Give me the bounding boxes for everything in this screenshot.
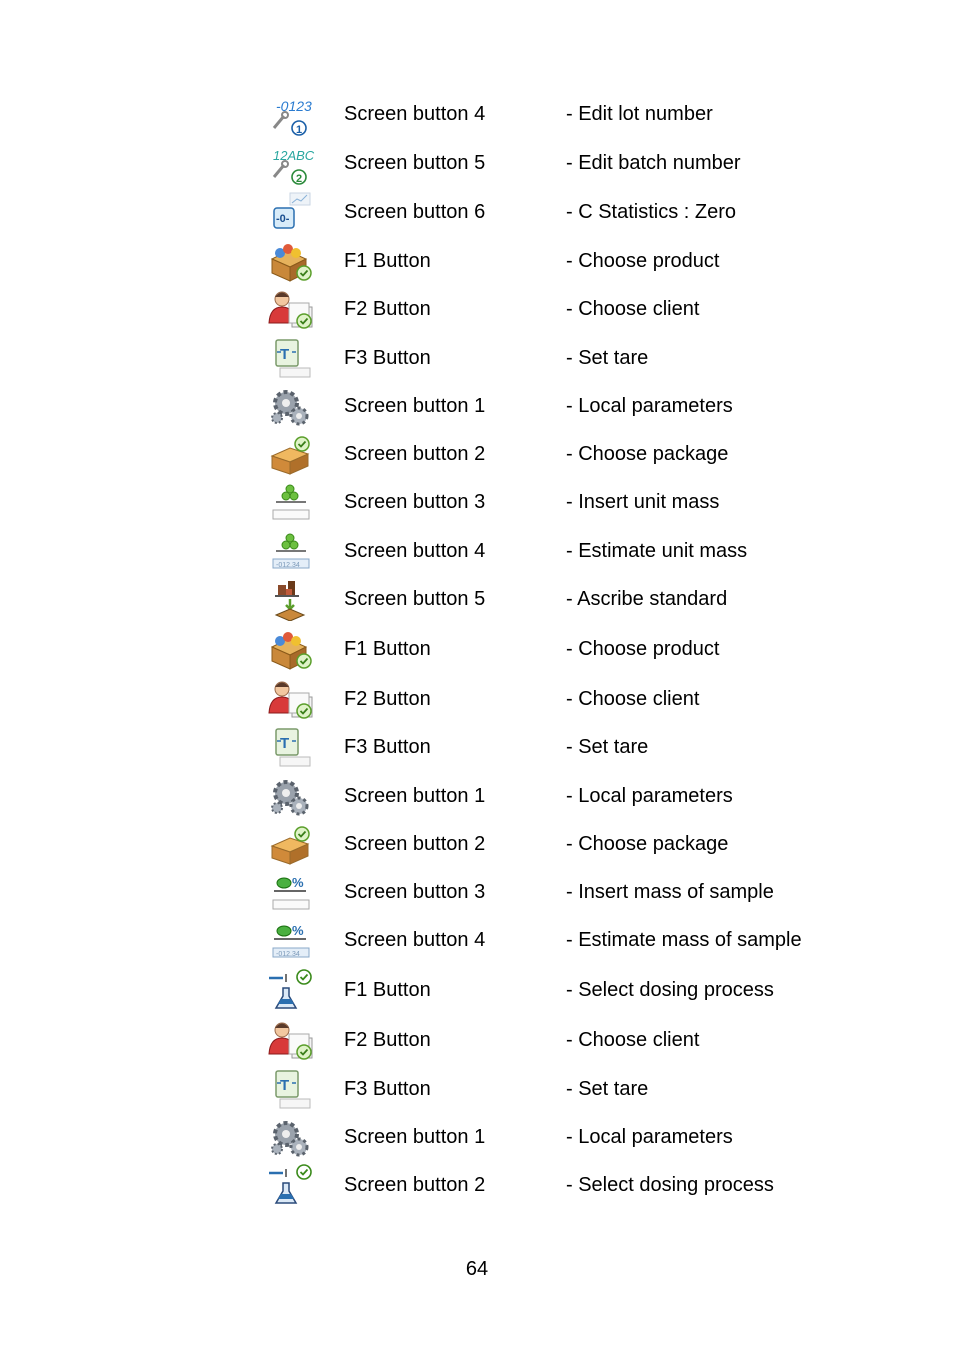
legend-row — [266, 918, 826, 962]
choose-product-icon — [266, 239, 316, 283]
choose-client-icon — [266, 1018, 316, 1062]
svg-text:%: % — [292, 923, 304, 938]
statistics-zero-icon — [266, 190, 316, 234]
svg-text:12ABC: 12ABC — [273, 148, 315, 163]
row-icon — [266, 870, 316, 914]
button-description: - Edit lot number — [566, 103, 713, 125]
button-name: Screen button 5 — [344, 588, 486, 610]
button-name: Screen button 1 — [344, 785, 486, 807]
button-description: - Estimate unit mass — [566, 540, 748, 562]
legend-row — [266, 239, 826, 283]
button-name: F3 Button — [344, 347, 431, 369]
local-parameters-icon — [266, 1115, 316, 1159]
legend-row — [266, 480, 826, 524]
button-name: F1 Button — [344, 979, 431, 1001]
button-name: F3 Button — [344, 1078, 431, 1100]
select-dosing-process-icon — [266, 968, 316, 1012]
button-name: Screen button 3 — [344, 881, 486, 903]
svg-text:-012.34: -012.34 — [276, 951, 300, 958]
legend-row — [266, 1163, 826, 1207]
button-description: - Local parameters — [566, 395, 733, 417]
button-name: Screen button 6 — [344, 201, 486, 223]
button-description: - Set tare — [566, 736, 649, 758]
legend-row — [266, 529, 826, 573]
svg-text:T: T — [280, 735, 290, 752]
button-description: - Set tare — [566, 347, 649, 369]
ascribe-standard-icon — [266, 577, 316, 621]
legend-row — [266, 141, 826, 185]
row-icon — [266, 822, 316, 866]
choose-package-icon — [266, 432, 316, 476]
button-description: - Select dosing process — [566, 979, 774, 1001]
set-tare-icon — [266, 725, 316, 769]
legend-row — [266, 92, 826, 136]
button-name: F1 Button — [344, 638, 431, 660]
row-icon — [266, 968, 316, 1012]
svg-text:T: T — [280, 1077, 290, 1094]
row-icon — [266, 384, 316, 428]
legend-row — [266, 677, 826, 721]
row-icon — [266, 92, 316, 136]
insert-unit-mass-icon — [266, 480, 316, 524]
button-name: F1 Button — [344, 250, 431, 272]
button-description: - Set tare — [566, 1078, 649, 1100]
edit-batch-number-icon — [266, 141, 316, 185]
estimate-unit-mass-icon — [266, 529, 316, 573]
row-icon — [266, 480, 316, 524]
button-name: Screen button 4 — [344, 103, 486, 125]
estimate-mass-of-sample-icon — [266, 918, 316, 962]
button-name: Screen button 1 — [344, 1126, 486, 1148]
svg-text:2: 2 — [296, 173, 303, 185]
button-description: - C Statistics : Zero — [566, 201, 737, 223]
page-number: 64 — [465, 1258, 489, 1280]
row-icon — [266, 627, 316, 671]
button-name: F2 Button — [344, 688, 431, 710]
legend-row — [266, 336, 826, 380]
row-icon — [266, 677, 316, 721]
row-icon — [266, 918, 316, 962]
row-icon — [266, 287, 316, 331]
row-icon — [266, 1115, 316, 1159]
svg-text:-0123: -0123 — [276, 98, 312, 114]
legend-row — [266, 577, 826, 621]
choose-product-icon — [266, 627, 316, 671]
row-icon — [266, 1163, 316, 1207]
local-parameters-icon — [266, 774, 316, 818]
button-description: - Choose client — [566, 688, 700, 710]
legend-row — [266, 627, 826, 671]
button-name: Screen button 3 — [344, 491, 486, 513]
button-name: F3 Button — [344, 736, 431, 758]
button-description: - Choose package — [566, 833, 729, 855]
row-icon — [266, 336, 316, 380]
button-description: - Insert unit mass — [566, 491, 720, 513]
button-description: - Select dosing process — [566, 1174, 774, 1196]
row-icon — [266, 141, 316, 185]
button-name: Screen button 1 — [344, 395, 486, 417]
button-name: F2 Button — [344, 1029, 431, 1051]
button-name: Screen button 2 — [344, 833, 486, 855]
legend-row — [266, 1115, 826, 1159]
legend-row — [266, 725, 826, 769]
row-icon — [266, 529, 316, 573]
svg-text:-0-: -0- — [276, 213, 290, 225]
button-name: Screen button 2 — [344, 1174, 486, 1196]
svg-text:1: 1 — [296, 124, 303, 136]
button-description: - Choose package — [566, 443, 729, 465]
choose-client-icon — [266, 287, 316, 331]
legend-row — [266, 968, 826, 1012]
set-tare-icon — [266, 336, 316, 380]
insert-mass-of-sample-icon — [266, 870, 316, 914]
select-dosing-process-icon — [266, 1163, 316, 1207]
button-description: - Local parameters — [566, 1126, 733, 1148]
button-name: F2 Button — [344, 298, 431, 320]
svg-text:%: % — [292, 875, 304, 890]
local-parameters-icon — [266, 384, 316, 428]
legend-row — [266, 287, 826, 331]
svg-text:T: T — [280, 346, 290, 363]
legend-row — [266, 822, 826, 866]
legend-row — [266, 1067, 826, 1111]
button-description: - Choose client — [566, 298, 700, 320]
button-description: - Local parameters — [566, 785, 733, 807]
button-description: - Ascribe standard — [566, 588, 728, 610]
choose-package-icon — [266, 822, 316, 866]
button-name: Screen button 2 — [344, 443, 486, 465]
row-icon — [266, 1067, 316, 1111]
button-name: Screen button 4 — [344, 929, 486, 951]
button-description: - Edit batch number — [566, 152, 741, 174]
svg-text:-012.34: -012.34 — [276, 562, 300, 569]
row-icon — [266, 432, 316, 476]
button-description: - Choose product — [566, 638, 720, 660]
button-description: - Choose client — [566, 1029, 700, 1051]
row-icon — [266, 774, 316, 818]
legend-row — [266, 190, 826, 234]
button-name: Screen button 5 — [344, 152, 486, 174]
row-icon — [266, 190, 316, 234]
legend-row — [266, 1018, 826, 1062]
legend-row — [266, 774, 826, 818]
button-description: - Choose product — [566, 250, 720, 272]
legend-row — [266, 870, 826, 914]
legend-row — [266, 432, 826, 476]
button-description: - Estimate mass of sample — [566, 929, 802, 951]
button-description: - Insert mass of sample — [566, 881, 774, 903]
button-name: Screen button 4 — [344, 540, 486, 562]
set-tare-icon — [266, 1067, 316, 1111]
row-icon — [266, 239, 316, 283]
row-icon — [266, 577, 316, 621]
choose-client-icon — [266, 677, 316, 721]
edit-lot-number-icon — [266, 92, 316, 136]
row-icon — [266, 1018, 316, 1062]
row-icon — [266, 725, 316, 769]
legend-row — [266, 384, 826, 428]
